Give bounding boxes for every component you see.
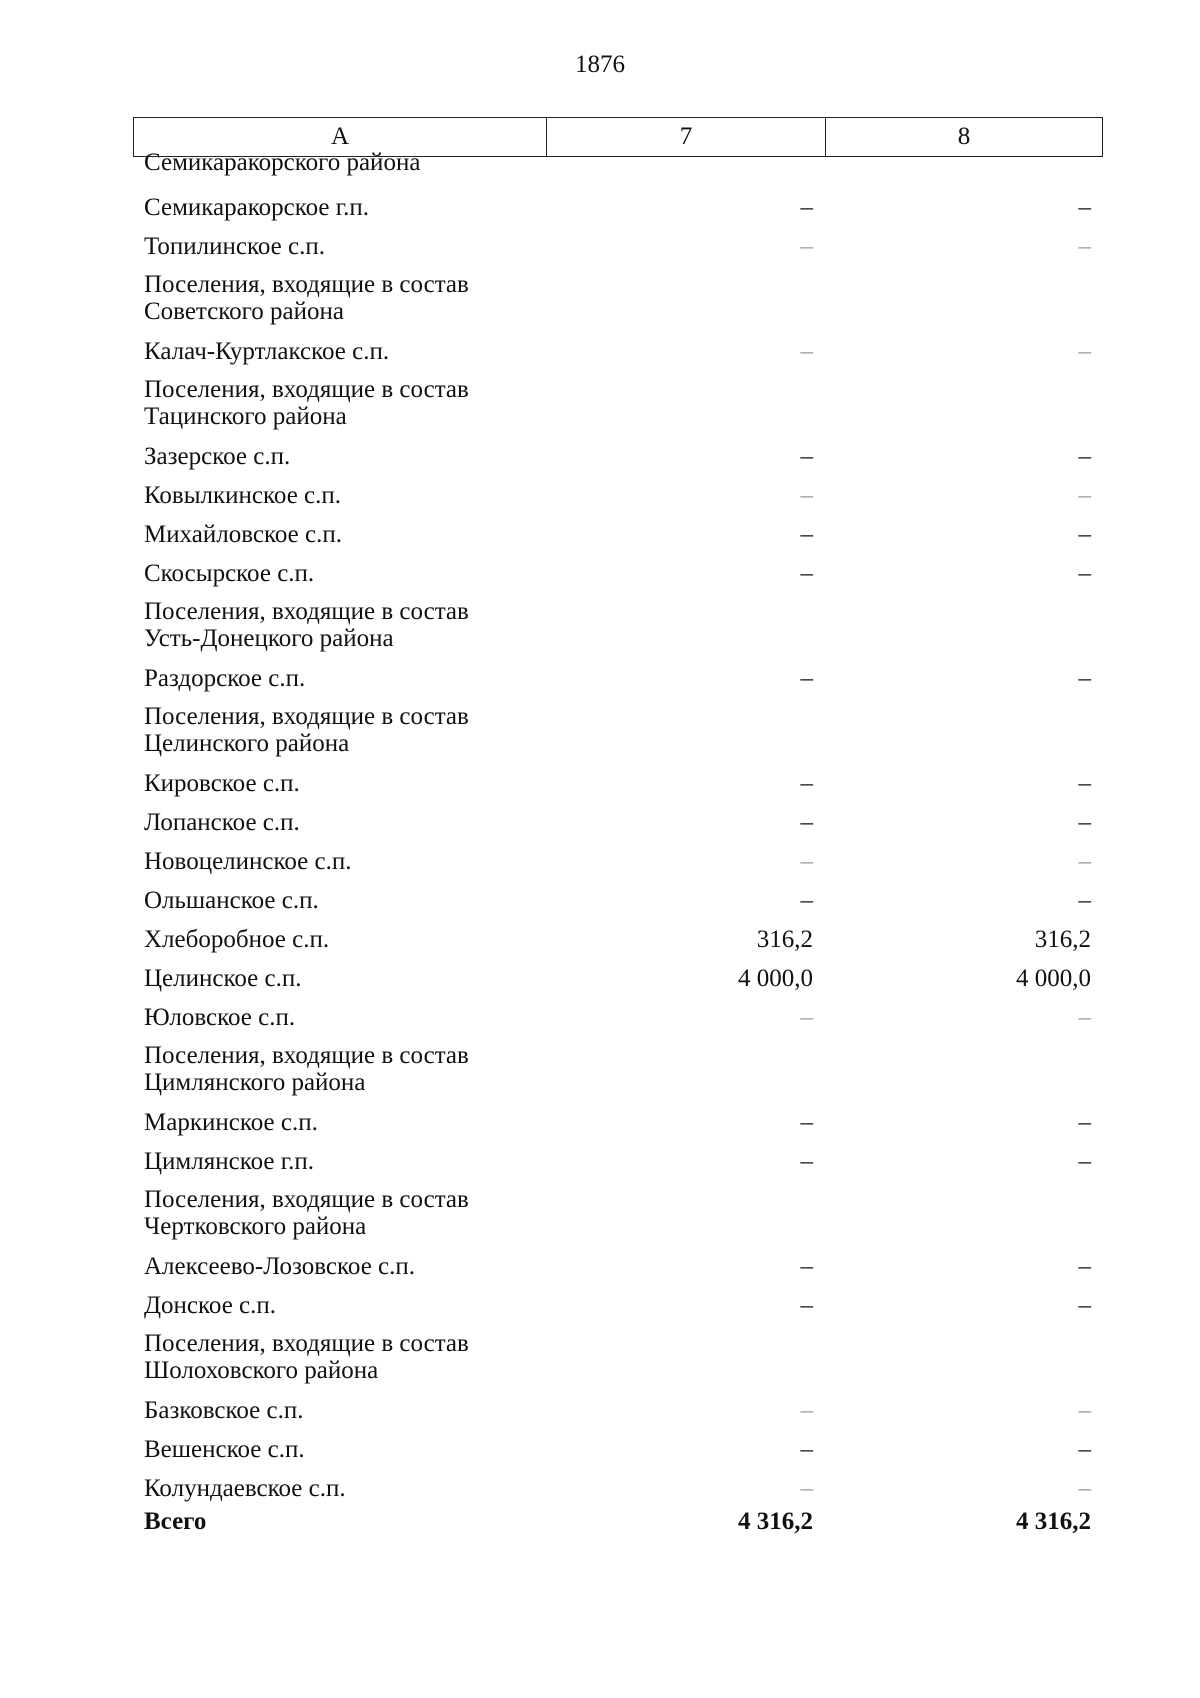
value-col-8: – (1078, 560, 1091, 587)
table-group-header-row (133, 371, 1103, 437)
settlement-name: Кировское с.п. (144, 770, 300, 797)
value-col-8: – (1078, 233, 1091, 260)
settlement-name: Юловское с.п. (144, 1004, 296, 1031)
value-col-7: 316,2 (756, 926, 813, 953)
value-col-8: – (1078, 770, 1091, 797)
settlement-name: Семикаракорское г.п. (144, 194, 370, 221)
settlement-name: Хлеборобное с.п. (144, 926, 330, 953)
table-row (133, 1103, 1103, 1142)
settlement-name: Зазерское с.п. (144, 443, 291, 470)
table-row (133, 227, 1103, 266)
settlement-name: Поселения, входящие в состав Усть-Донецкого района (144, 598, 469, 652)
value-col-8 (825, 149, 1101, 176)
value-col-7: – (800, 1253, 813, 1280)
table-row (133, 1142, 1103, 1181)
settlement-name: Ольшанское с.п. (144, 887, 319, 914)
settlement-name: Маркинское с.п. (144, 1109, 318, 1136)
value-col-8 (825, 1330, 1101, 1391)
settlement-name: Поселения, входящие в состав Тацинского района (144, 376, 469, 430)
value-col-7: – (800, 1292, 813, 1319)
value-col-7: 4 316,2 (738, 1508, 813, 1535)
value-col-8: – (1078, 1397, 1091, 1424)
table-row (133, 659, 1103, 698)
settlement-name: Семикаракорского района (144, 149, 421, 176)
table-row (133, 1430, 1103, 1469)
table-row (133, 476, 1103, 515)
settlement-name: Поселения, входящие в состав Чертковского района (144, 1186, 469, 1240)
settlement-name: Михайловское с.п. (144, 521, 342, 548)
value-col-8: – (1078, 1292, 1091, 1319)
value-col-8 (825, 703, 1101, 764)
value-col-8: 4 316,2 (1016, 1508, 1091, 1535)
table-group-header-row (133, 1037, 1103, 1103)
value-col-7: – (800, 443, 813, 470)
table-group-header-row (133, 266, 1103, 332)
value-col-7: – (800, 1397, 813, 1424)
settlement-name: Базковское с.п. (144, 1397, 304, 1424)
value-col-7: – (800, 521, 813, 548)
value-col-8: – (1078, 848, 1091, 875)
table-row (133, 1391, 1103, 1430)
table-row (133, 998, 1103, 1037)
value-col-7: – (800, 482, 813, 509)
value-col-7 (546, 149, 825, 176)
value-col-8 (825, 1042, 1101, 1103)
table-group-header-row (133, 1181, 1103, 1247)
value-col-7: – (800, 338, 813, 365)
table-total-row (133, 1508, 1103, 1535)
value-col-8 (825, 598, 1101, 659)
value-col-7: – (800, 560, 813, 587)
settlement-name: Всего (144, 1508, 207, 1535)
value-col-8: – (1078, 665, 1091, 692)
value-col-8 (825, 1186, 1101, 1247)
value-col-8: – (1078, 809, 1091, 836)
header-cell-a: А (134, 118, 547, 156)
table-row (133, 332, 1103, 371)
value-col-8: – (1078, 338, 1091, 365)
settlement-name: Поселения, входящие в состав Шолоховского района (144, 1330, 469, 1384)
value-col-8: – (1078, 521, 1091, 548)
settlement-name: Цимлянское г.п. (144, 1148, 315, 1175)
value-col-8: – (1078, 194, 1091, 221)
value-col-7 (546, 598, 825, 659)
value-col-7: – (800, 1109, 813, 1136)
value-col-7: – (800, 770, 813, 797)
value-col-8: – (1078, 1109, 1091, 1136)
table-body (133, 149, 1103, 1535)
table-row (133, 881, 1103, 920)
settlement-name: Ковылкинское с.п. (144, 482, 342, 509)
table-group-header-row (133, 1325, 1103, 1391)
value-col-7 (546, 1186, 825, 1247)
table-row (133, 437, 1103, 476)
data-table (133, 117, 1103, 1535)
settlement-name: Лопанское с.п. (144, 809, 300, 836)
settlement-name: Колундаевское с.п. (144, 1475, 346, 1502)
value-col-8: – (1078, 443, 1091, 470)
table-row (133, 1469, 1103, 1508)
value-col-8: – (1078, 1004, 1091, 1031)
settlement-name: Калач-Куртлакское с.п. (144, 338, 390, 365)
settlement-name: Поселения, входящие в состав Цимлянского района (144, 1042, 469, 1096)
table-row (133, 1247, 1103, 1286)
settlement-name: Раздорское с.п. (144, 665, 306, 692)
value-col-8: 4 000,0 (1016, 965, 1091, 992)
table-row (133, 959, 1103, 998)
value-col-8: – (1078, 1148, 1091, 1175)
page-number: 1876 (575, 51, 625, 78)
settlement-name: Вешенское с.п. (144, 1436, 305, 1463)
value-col-8: – (1078, 482, 1091, 509)
table-row (133, 188, 1103, 227)
settlement-name: Поселения, входящие в состав Целинского района (144, 703, 469, 757)
value-col-8 (825, 376, 1101, 437)
value-col-8: 316,2 (1034, 926, 1091, 953)
value-col-7: – (800, 1148, 813, 1175)
value-col-7 (546, 1042, 825, 1103)
value-col-7: – (800, 1475, 813, 1502)
table-row (133, 149, 1103, 176)
value-col-7: – (800, 1004, 813, 1031)
settlement-name: Новоцелинское с.п. (144, 848, 352, 875)
value-col-7: – (800, 665, 813, 692)
value-col-7 (546, 1330, 825, 1391)
header-cell-7: 7 (547, 118, 826, 156)
header-cell-8: 8 (957, 123, 971, 150)
value-col-7: – (800, 809, 813, 836)
table-group-header-row (133, 593, 1103, 659)
table-row (133, 803, 1103, 842)
value-col-7: – (800, 233, 813, 260)
table-row (133, 515, 1103, 554)
value-col-7 (546, 271, 825, 332)
settlement-name: Топилинское с.п. (144, 233, 325, 260)
value-col-7: – (800, 194, 813, 221)
value-col-7: 4 000,0 (738, 965, 813, 992)
value-col-7 (546, 376, 825, 437)
value-col-8: – (1078, 887, 1091, 914)
settlement-name: Алексеево-Лозовское с.п. (144, 1253, 416, 1280)
value-col-8 (825, 271, 1101, 332)
table-row (133, 764, 1103, 803)
table-group-header-row (133, 698, 1103, 764)
value-col-7: – (800, 887, 813, 914)
value-col-8: – (1078, 1436, 1091, 1463)
settlement-name: Скосырское с.п. (144, 560, 315, 587)
table-row (133, 554, 1103, 593)
table-row (133, 842, 1103, 881)
value-col-7: – (800, 1436, 813, 1463)
settlement-name: Донское с.п. (144, 1292, 277, 1319)
table-row (133, 1286, 1103, 1325)
value-col-7: – (800, 848, 813, 875)
value-col-8: – (1078, 1475, 1091, 1502)
value-col-7 (546, 703, 825, 764)
value-col-8: – (1078, 1253, 1091, 1280)
table-row (133, 920, 1103, 959)
settlement-name: Поселения, входящие в состав Советского района (144, 271, 469, 325)
settlement-name: Целинское с.п. (144, 965, 302, 992)
